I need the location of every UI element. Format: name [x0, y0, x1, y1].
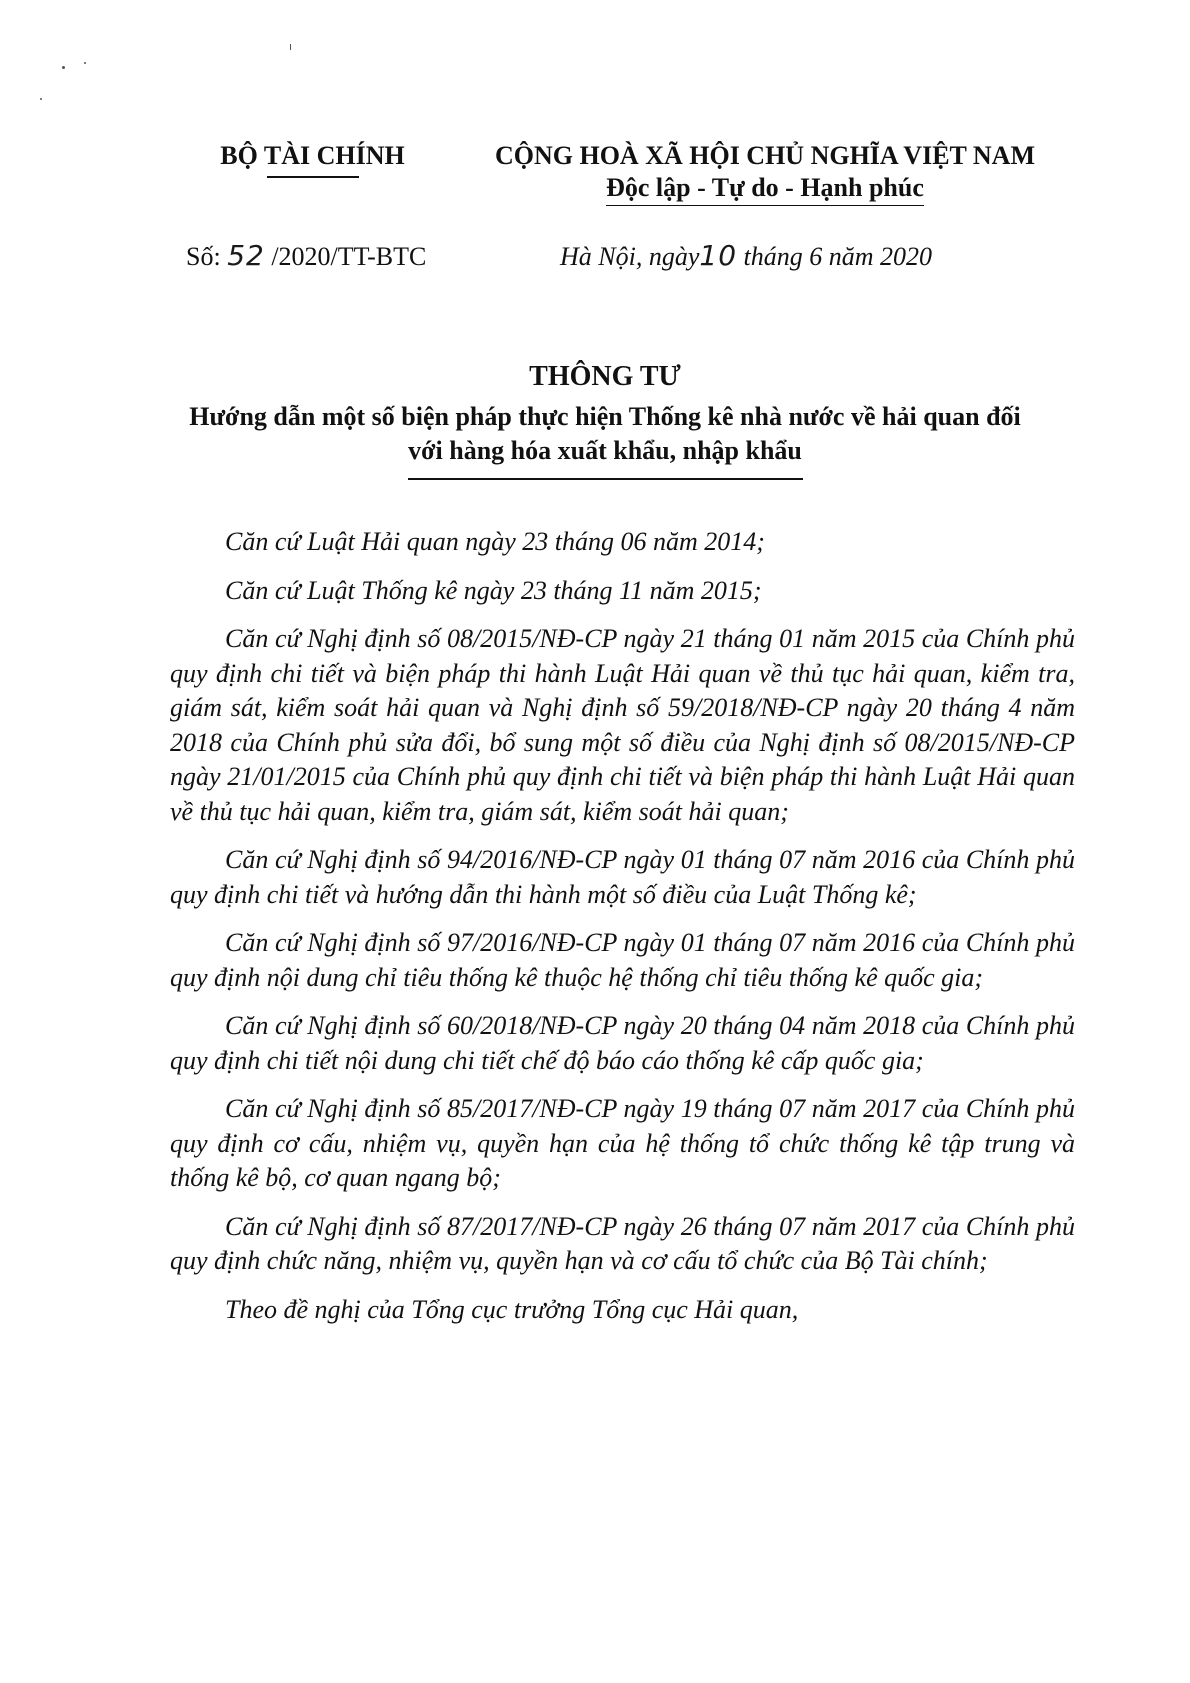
legal-basis-paragraph: Căn cứ Nghị định số 85/2017/NĐ-CP ngày 19 tháng 07 năm 2017 của Chính phủ quy định cơ cấu, nhiệm vụ, quyền hạn của hệ thống tổ chức thống kê tập trung và thống kê bộ, cơ quan ngang bộ;: [170, 1094, 1075, 1192]
scan-speck: [84, 62, 86, 64]
document-number-prefix: Số:: [186, 242, 228, 271]
document-subject-line-1: Hướng dẫn một số biện pháp thực hiện Thống kê nhà nước về hải quan đối: [189, 402, 1021, 431]
title-underline: [408, 478, 803, 480]
issue-date: [560, 240, 932, 273]
issue-date-suffix: tháng 6 năm 2020: [737, 242, 933, 271]
legal-basis-paragraph: Căn cứ Nghị định số 87/2017/NĐ-CP ngày 26 tháng 07 năm 2017 của Chính phủ quy định chức năng, nhiệm vụ, quyền hạn và cơ cấu tổ chức của Bộ Tài chính;: [170, 1211, 1075, 1275]
document-number: [186, 240, 426, 273]
issue-date-prefix: Hà Nội, ngày: [560, 242, 700, 271]
document-number-handwritten: 52: [227, 239, 265, 272]
issue-date-handwritten-day: 10: [699, 239, 738, 272]
issuing-organization: BỘ TÀI CHÍNH: [220, 141, 405, 170]
legal-basis-paragraph: Căn cứ Nghị định số 97/2016/NĐ-CP ngày 01 tháng 07 năm 2016 của Chính phủ quy định nội dung chỉ tiêu thống kê thuộc hệ thống chỉ tiêu thống kê quốc gia;: [170, 928, 1075, 992]
national-motto: Độc lập - Tự do - Hạnh phúc: [606, 172, 924, 206]
national-title: CỘNG HOÀ XÃ HỘI CHỦ NGHĨA VIỆT NAM: [494, 141, 1036, 170]
national-header-block: [470, 140, 1060, 206]
document-number-suffix: /2020/TT-BTC: [264, 242, 427, 271]
document-subject-line-2: với hàng hóa xuất khẩu, nhập khẩu: [408, 436, 802, 465]
legal-basis-paragraph: Căn cứ Luật Hải quan ngày 23 tháng 06 năm 2014;: [225, 527, 765, 556]
legal-basis-section: [170, 525, 1075, 1341]
proposal-paragraph: Theo đề nghị của Tổng cục trưởng Tổng cục Hải quan,: [225, 1294, 799, 1324]
document-title-block: [140, 360, 1070, 480]
issuing-organization-block: [205, 140, 420, 178]
legal-basis-paragraph: Căn cứ Nghị định số 94/2016/NĐ-CP ngày 01 tháng 07 năm 2016 của Chính phủ quy định chi tiết và hướng dẫn thi hành một số điều của Luật Thống kê;: [170, 845, 1075, 909]
legal-basis-paragraph: Căn cứ Nghị định số 08/2015/NĐ-CP ngày 21 tháng 01 năm 2015 của Chính phủ quy định chi tiết và biện pháp thi hành Luật Hải quan về thủ tục hải quan, kiểm tra, giám sát, kiểm soát hải quan và Nghị định số 59/2018/NĐ-CP ngày 20 tháng 4 năm 2018 của Chính phủ sửa đổi, bổ sung một số điều của Nghị định số 08/2015/NĐ-CP ngày 21/01/2015 của Chính phủ quy định chi tiết và biện pháp thi hành Luật Hải quan về thủ tục hải quan, kiểm tra, giám sát, kiểm soát hải quan;: [170, 624, 1075, 826]
legal-basis-paragraph: Căn cứ Luật Thống kê ngày 23 tháng 11 năm 2015;: [225, 575, 762, 605]
legal-basis-paragraph: Căn cứ Nghị định số 60/2018/NĐ-CP ngày 20 tháng 04 năm 2018 của Chính phủ quy định chi tiết nội dung chi tiết chế độ báo cáo thống kê cấp quốc gia;: [170, 1011, 1075, 1075]
scan-speck: [62, 66, 65, 69]
organization-underline: [267, 176, 359, 178]
scan-speck: [290, 44, 291, 50]
document-type: THÔNG TƯ: [529, 361, 681, 392]
scan-speck: [40, 98, 42, 100]
